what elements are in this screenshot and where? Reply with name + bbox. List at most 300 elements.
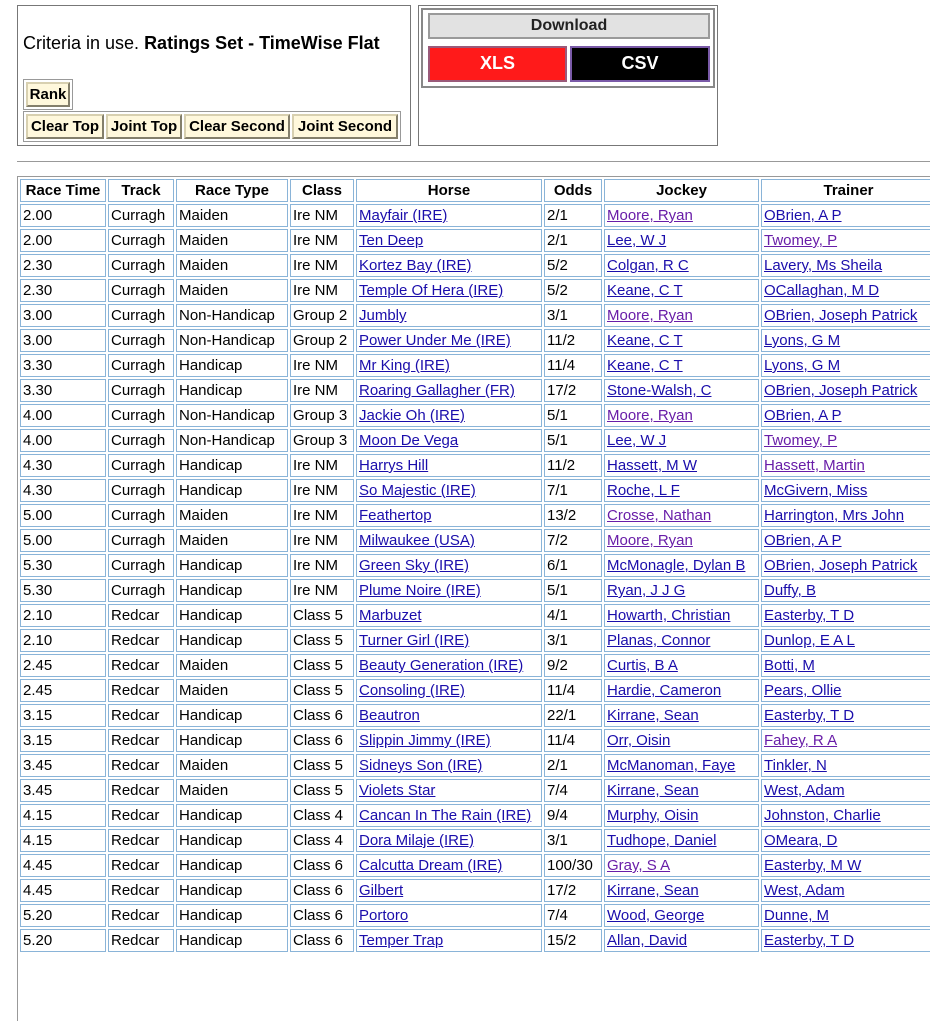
race-type-cell: Handicap [176, 704, 288, 727]
odds-cell: 9/4 [544, 804, 602, 827]
trainer-cell [761, 879, 930, 902]
track-cell: Redcar [108, 629, 174, 652]
table-row [20, 804, 930, 827]
odds-cell: 4/1 [544, 604, 602, 627]
trainer-link[interactable]: Easterby, T D [764, 607, 855, 624]
trainer-cell [761, 354, 930, 377]
table-row [20, 904, 930, 927]
horse-cell [356, 529, 542, 552]
race-time-cell: 2.10 [20, 604, 106, 627]
class-cell: Ire NM [290, 529, 354, 552]
table-row [20, 854, 930, 877]
table-row [20, 929, 930, 952]
column-header-horse: Horse [356, 179, 542, 202]
table-row [20, 504, 930, 527]
horse-cell [356, 604, 542, 627]
table-row [20, 629, 930, 652]
horse-cell [356, 279, 542, 302]
jockey-link[interactable]: Ryan, J J G [607, 582, 686, 599]
trainer-cell [761, 529, 930, 552]
track-cell: Redcar [108, 704, 174, 727]
race-time-cell: 5.00 [20, 504, 106, 527]
jockey-link[interactable]: Stone-Walsh, C [607, 382, 712, 399]
class-cell: Class 5 [290, 629, 354, 652]
trainer-cell [761, 254, 930, 277]
race-time-cell: 4.15 [20, 804, 106, 827]
jockey-link[interactable]: Planas, Connor [607, 632, 711, 649]
horse-cell [356, 804, 542, 827]
horse-link[interactable]: Portoro [359, 907, 409, 924]
track-cell: Curragh [108, 554, 174, 577]
horse-link[interactable]: Dora Milaje (IRE) [359, 832, 475, 849]
jockey-link[interactable]: Tudhope, Daniel [607, 832, 717, 849]
odds-cell: 6/1 [544, 554, 602, 577]
table-row [20, 279, 930, 302]
horse-link[interactable]: Mayfair (IRE) [359, 207, 448, 224]
class-cell: Class 5 [290, 679, 354, 702]
trainer-link[interactable]: OCallaghan, M D [764, 282, 880, 299]
horse-cell [356, 904, 542, 927]
race-time-cell: 3.15 [20, 729, 106, 752]
table-row [20, 479, 930, 502]
track-cell: Redcar [108, 779, 174, 802]
table-row [20, 304, 930, 327]
trainer-link[interactable]: Twomey, P [764, 432, 838, 449]
horse-link[interactable]: Kortez Bay (IRE) [359, 257, 472, 274]
jockey-cell [604, 779, 759, 802]
jockey-link[interactable]: Wood, George [607, 907, 705, 924]
odds-cell: 17/2 [544, 879, 602, 902]
odds-cell: 17/2 [544, 379, 602, 402]
rank-button[interactable]: Rank [26, 82, 70, 107]
jockey-link[interactable]: Keane, C T [607, 332, 683, 349]
jockey-link[interactable]: Moore, Ryan [607, 407, 693, 424]
race-type-cell: Non-Handicap [176, 429, 288, 452]
trainer-link[interactable]: Pears, Ollie [764, 682, 842, 699]
trainer-link[interactable]: Lyons, G M [764, 332, 841, 349]
jockey-link[interactable]: Lee, W J [607, 432, 667, 449]
table-row [20, 429, 930, 452]
horse-cell [356, 579, 542, 602]
jockey-link[interactable]: Kirrane, Sean [607, 882, 699, 899]
clear-top-button[interactable]: Clear Top [26, 114, 104, 139]
jockey-cell [604, 829, 759, 852]
trainer-link[interactable]: OBrien, Joseph Patrick [764, 557, 918, 574]
trainer-cell [761, 704, 930, 727]
class-cell: Class 4 [290, 829, 354, 852]
odds-cell: 3/1 [544, 304, 602, 327]
trainer-cell [761, 654, 930, 677]
trainer-link[interactable]: West, Adam [764, 782, 845, 799]
download-inner [421, 8, 715, 88]
horse-link[interactable]: Ten Deep [359, 232, 424, 249]
trainer-cell [761, 504, 930, 527]
horse-cell [356, 254, 542, 277]
race-type-cell: Maiden [176, 279, 288, 302]
jockey-link[interactable]: Moore, Ryan [607, 532, 693, 549]
criteria-prefix: Criteria in use. [23, 33, 140, 53]
horse-cell [356, 779, 542, 802]
horse-cell [356, 679, 542, 702]
odds-cell: 2/1 [544, 204, 602, 227]
horse-link[interactable]: Green Sky (IRE) [359, 557, 470, 574]
jockey-link[interactable]: Hassett, M W [607, 457, 698, 474]
race-type-cell: Non-Handicap [176, 329, 288, 352]
horse-link[interactable]: Plume Noire (IRE) [359, 582, 481, 599]
race-type-cell: Handicap [176, 379, 288, 402]
odds-cell: 5/2 [544, 279, 602, 302]
race-type-cell: Handicap [176, 929, 288, 952]
jockey-cell [604, 629, 759, 652]
race-time-cell: 2.00 [20, 204, 106, 227]
jockey-link[interactable]: Crosse, Nathan [607, 507, 712, 524]
class-cell: Class 5 [290, 779, 354, 802]
horse-link[interactable]: Roaring Gallagher (FR) [359, 382, 515, 399]
class-cell: Class 6 [290, 929, 354, 952]
race-type-cell: Non-Handicap [176, 304, 288, 327]
track-cell: Curragh [108, 454, 174, 477]
race-type-cell: Maiden [176, 754, 288, 777]
ratings-set-label: Ratings Set - TimeWise Flat [144, 33, 380, 53]
trainer-cell [761, 479, 930, 502]
trainer-link[interactable]: Fahey, R A [764, 732, 838, 749]
class-cell: Group 3 [290, 404, 354, 427]
column-header-track: Track [108, 179, 174, 202]
odds-cell: 9/2 [544, 654, 602, 677]
jockey-cell [604, 754, 759, 777]
jockey-link[interactable]: Lee, W J [607, 232, 667, 249]
horse-link[interactable]: Mr King (IRE) [359, 357, 450, 374]
trainer-cell [761, 554, 930, 577]
track-cell: Curragh [108, 529, 174, 552]
table-row [20, 754, 930, 777]
joint-second-button[interactable]: Joint Second [292, 114, 398, 139]
odds-cell: 5/2 [544, 254, 602, 277]
class-cell: Ire NM [290, 204, 354, 227]
jockey-link[interactable]: Keane, C T [607, 357, 683, 374]
track-cell: Curragh [108, 379, 174, 402]
trainer-link[interactable]: Easterby, T D [764, 932, 855, 949]
race-type-cell: Maiden [176, 529, 288, 552]
table-row [20, 704, 930, 727]
jockey-link[interactable]: Kirrane, Sean [607, 782, 699, 799]
race-time-cell: 2.00 [20, 229, 106, 252]
horse-cell [356, 379, 542, 402]
jockey-link[interactable]: Colgan, R C [607, 257, 689, 274]
race-time-cell: 5.20 [20, 929, 106, 952]
horse-link[interactable]: Marbuzet [359, 607, 422, 624]
race-time-cell: 5.30 [20, 554, 106, 577]
track-cell: Curragh [108, 404, 174, 427]
column-header-class: Class [290, 179, 354, 202]
jockey-link[interactable]: Howarth, Christian [607, 607, 731, 624]
table-row [20, 779, 930, 802]
trainer-cell [761, 729, 930, 752]
clear-second-button[interactable]: Clear Second [184, 114, 290, 139]
class-cell: Class 6 [290, 904, 354, 927]
race-time-cell: 2.45 [20, 679, 106, 702]
track-cell: Redcar [108, 604, 174, 627]
race-time-cell: 3.30 [20, 354, 106, 377]
class-cell: Group 2 [290, 304, 354, 327]
horse-link[interactable]: Violets Star [359, 782, 436, 799]
horse-link[interactable]: Gilbert [359, 882, 404, 899]
jockey-link[interactable]: Keane, C T [607, 282, 683, 299]
race-time-cell: 3.15 [20, 704, 106, 727]
jockey-link[interactable]: Kirrane, Sean [607, 707, 699, 724]
horse-cell [356, 454, 542, 477]
race-type-cell: Maiden [176, 204, 288, 227]
race-time-cell: 4.15 [20, 829, 106, 852]
trainer-link[interactable]: Lavery, Ms Sheila [764, 257, 883, 274]
jockey-link[interactable]: Allan, David [607, 932, 688, 949]
trainer-link[interactable]: West, Adam [764, 882, 845, 899]
trainer-link[interactable]: Dunne, M [764, 907, 830, 924]
trainer-cell [761, 454, 930, 477]
race-type-cell: Handicap [176, 604, 288, 627]
race-type-cell: Non-Handicap [176, 404, 288, 427]
trainer-cell [761, 604, 930, 627]
trainer-link[interactable]: Johnston, Charlie [764, 807, 881, 824]
horse-cell [356, 404, 542, 427]
jockey-cell [604, 404, 759, 427]
table-row [20, 354, 930, 377]
race-type-cell: Handicap [176, 579, 288, 602]
odds-cell: 7/2 [544, 529, 602, 552]
jockey-link[interactable]: Gray, S A [607, 857, 671, 874]
trainer-cell [761, 804, 930, 827]
track-cell: Redcar [108, 879, 174, 902]
table-row [20, 529, 930, 552]
trainer-cell [761, 229, 930, 252]
track-cell: Redcar [108, 929, 174, 952]
csv-download-button[interactable]: CSV [570, 46, 710, 82]
track-cell: Redcar [108, 804, 174, 827]
trainer-cell [761, 679, 930, 702]
jockey-cell [604, 654, 759, 677]
horse-cell [356, 704, 542, 727]
track-cell: Curragh [108, 429, 174, 452]
horse-link[interactable]: Power Under Me (IRE) [359, 332, 511, 349]
race-type-cell: Handicap [176, 879, 288, 902]
trainer-cell [761, 779, 930, 802]
horse-link[interactable]: Jackie Oh (IRE) [359, 407, 465, 424]
race-time-cell: 4.00 [20, 429, 106, 452]
race-type-cell: Handicap [176, 629, 288, 652]
class-cell: Ire NM [290, 479, 354, 502]
jockey-cell [604, 604, 759, 627]
trainer-link[interactable]: McGivern, Miss [764, 482, 868, 499]
horse-cell [356, 479, 542, 502]
horse-link[interactable]: Moon De Vega [359, 432, 459, 449]
joint-top-button[interactable]: Joint Top [106, 114, 182, 139]
jockey-cell [604, 854, 759, 877]
track-cell: Redcar [108, 729, 174, 752]
trainer-cell [761, 379, 930, 402]
trainer-link[interactable]: OBrien, A P [764, 407, 842, 424]
horse-cell [356, 504, 542, 527]
race-type-cell: Handicap [176, 829, 288, 852]
trainer-link[interactable]: Botti, M [764, 657, 815, 674]
jockey-link[interactable]: Murphy, Oisin [607, 807, 699, 824]
table-row [20, 329, 930, 352]
race-type-cell: Handicap [176, 854, 288, 877]
trainer-cell [761, 854, 930, 877]
jockey-cell [604, 929, 759, 952]
download-title: Download [428, 13, 710, 39]
race-time-cell: 3.45 [20, 754, 106, 777]
trainer-link[interactable]: OMeara, D [764, 832, 838, 849]
jockey-link[interactable]: Moore, Ryan [607, 207, 693, 224]
jockey-link[interactable]: Orr, Oisin [607, 732, 671, 749]
table-row [20, 829, 930, 852]
trainer-link[interactable]: Harrington, Mrs John [764, 507, 905, 524]
jockey-cell [604, 379, 759, 402]
horse-cell [356, 329, 542, 352]
horse-link[interactable]: Slippin Jimmy (IRE) [359, 732, 491, 749]
jockey-cell [604, 504, 759, 527]
horse-link[interactable]: Harrys Hill [359, 457, 429, 474]
jockey-link[interactable]: McMonagle, Dylan B [607, 557, 746, 574]
table-row [20, 229, 930, 252]
download-panel [418, 5, 718, 146]
track-cell: Curragh [108, 229, 174, 252]
trainer-link[interactable]: Dunlop, E A L [764, 632, 855, 649]
horse-link[interactable]: Temple Of Hera (IRE) [359, 282, 504, 299]
trainer-cell [761, 904, 930, 927]
track-cell: Curragh [108, 279, 174, 302]
trainer-cell [761, 754, 930, 777]
class-cell: Class 6 [290, 854, 354, 877]
odds-cell: 11/4 [544, 679, 602, 702]
table-row [20, 729, 930, 752]
horse-link[interactable]: Temper Trap [359, 932, 444, 949]
trainer-link[interactable]: OBrien, A P [764, 532, 842, 549]
horse-link[interactable]: Cancan In The Rain (IRE) [359, 807, 532, 824]
trainer-link[interactable]: Lyons, G M [764, 357, 841, 374]
track-cell: Curragh [108, 504, 174, 527]
race-time-cell: 3.45 [20, 779, 106, 802]
trainer-link[interactable]: OBrien, A P [764, 207, 842, 224]
jockey-cell [604, 304, 759, 327]
horse-link[interactable]: Turner Girl (IRE) [359, 632, 470, 649]
horse-cell [356, 204, 542, 227]
odds-cell: 2/1 [544, 754, 602, 777]
race-time-cell: 4.30 [20, 479, 106, 502]
jockey-cell [604, 279, 759, 302]
race-time-cell: 5.30 [20, 579, 106, 602]
trainer-link[interactable]: Hassett, Martin [764, 457, 865, 474]
horse-link[interactable]: Feathertop [359, 507, 432, 524]
horse-link[interactable]: Jumbly [359, 307, 407, 324]
track-cell: Curragh [108, 579, 174, 602]
race-type-cell: Handicap [176, 729, 288, 752]
trainer-link[interactable]: Twomey, P [764, 232, 838, 249]
trainer-cell [761, 579, 930, 602]
horse-cell [356, 654, 542, 677]
table-row [20, 404, 930, 427]
class-cell: Ire NM [290, 554, 354, 577]
horse-link[interactable]: Consoling (IRE) [359, 682, 465, 699]
jockey-link[interactable]: Hardie, Cameron [607, 682, 722, 699]
trainer-link[interactable]: Tinkler, N [764, 757, 827, 774]
class-cell: Ire NM [290, 579, 354, 602]
horse-link[interactable]: So Majestic (IRE) [359, 482, 476, 499]
horse-link[interactable]: Calcutta Dream (IRE) [359, 857, 503, 874]
odds-cell: 7/1 [544, 479, 602, 502]
trainer-link[interactable]: OBrien, Joseph Patrick [764, 307, 918, 324]
column-header-race-time: Race Time [20, 179, 106, 202]
trainer-cell [761, 629, 930, 652]
jockey-cell [604, 454, 759, 477]
race-time-cell: 3.00 [20, 304, 106, 327]
jockey-link[interactable]: McManoman, Faye [607, 757, 736, 774]
race-type-cell: Maiden [176, 504, 288, 527]
horse-link[interactable]: Beautron [359, 707, 420, 724]
horse-cell [356, 754, 542, 777]
table-row [20, 204, 930, 227]
table-row [20, 679, 930, 702]
trainer-link[interactable]: Easterby, M W [764, 857, 862, 874]
track-cell: Curragh [108, 354, 174, 377]
horse-link[interactable]: Sidneys Son (IRE) [359, 757, 483, 774]
odds-cell: 13/2 [544, 504, 602, 527]
trainer-cell [761, 429, 930, 452]
jockey-link[interactable]: Curtis, B A [607, 657, 678, 674]
jockey-link[interactable]: Roche, L F [607, 482, 680, 499]
race-time-cell: 4.45 [20, 854, 106, 877]
jockey-link[interactable]: Moore, Ryan [607, 307, 693, 324]
class-cell: Ire NM [290, 454, 354, 477]
jockey-cell [604, 429, 759, 452]
trainer-link[interactable]: Duffy, B [764, 582, 816, 599]
class-cell: Class 6 [290, 879, 354, 902]
table-row [20, 604, 930, 627]
race-type-cell: Handicap [176, 479, 288, 502]
odds-cell: 100/30 [544, 854, 602, 877]
class-cell: Group 3 [290, 429, 354, 452]
table-row [20, 454, 930, 477]
odds-cell: 7/4 [544, 904, 602, 927]
trainer-cell [761, 204, 930, 227]
jockey-cell [604, 354, 759, 377]
column-header-jockey: Jockey [604, 179, 759, 202]
trainer-cell [761, 404, 930, 427]
criteria-panel [17, 5, 411, 146]
horse-link[interactable]: Beauty Generation (IRE) [359, 657, 524, 674]
table-row [20, 654, 930, 677]
trainer-link[interactable]: OBrien, Joseph Patrick [764, 382, 918, 399]
class-cell: Ire NM [290, 229, 354, 252]
odds-cell: 5/1 [544, 429, 602, 452]
xls-download-button[interactable]: XLS [428, 46, 567, 82]
class-cell: Ire NM [290, 504, 354, 527]
track-cell: Redcar [108, 654, 174, 677]
race-type-cell: Handicap [176, 454, 288, 477]
horse-link[interactable]: Milwaukee (USA) [359, 532, 475, 549]
race-time-cell: 2.45 [20, 654, 106, 677]
horse-cell [356, 929, 542, 952]
class-cell: Ire NM [290, 279, 354, 302]
trainer-cell [761, 329, 930, 352]
class-cell: Class 4 [290, 804, 354, 827]
race-type-cell: Handicap [176, 904, 288, 927]
race-time-cell: 4.45 [20, 879, 106, 902]
race-time-cell: 4.30 [20, 454, 106, 477]
race-type-cell: Maiden [176, 254, 288, 277]
jockey-cell [604, 329, 759, 352]
trainer-link[interactable]: Easterby, T D [764, 707, 855, 724]
